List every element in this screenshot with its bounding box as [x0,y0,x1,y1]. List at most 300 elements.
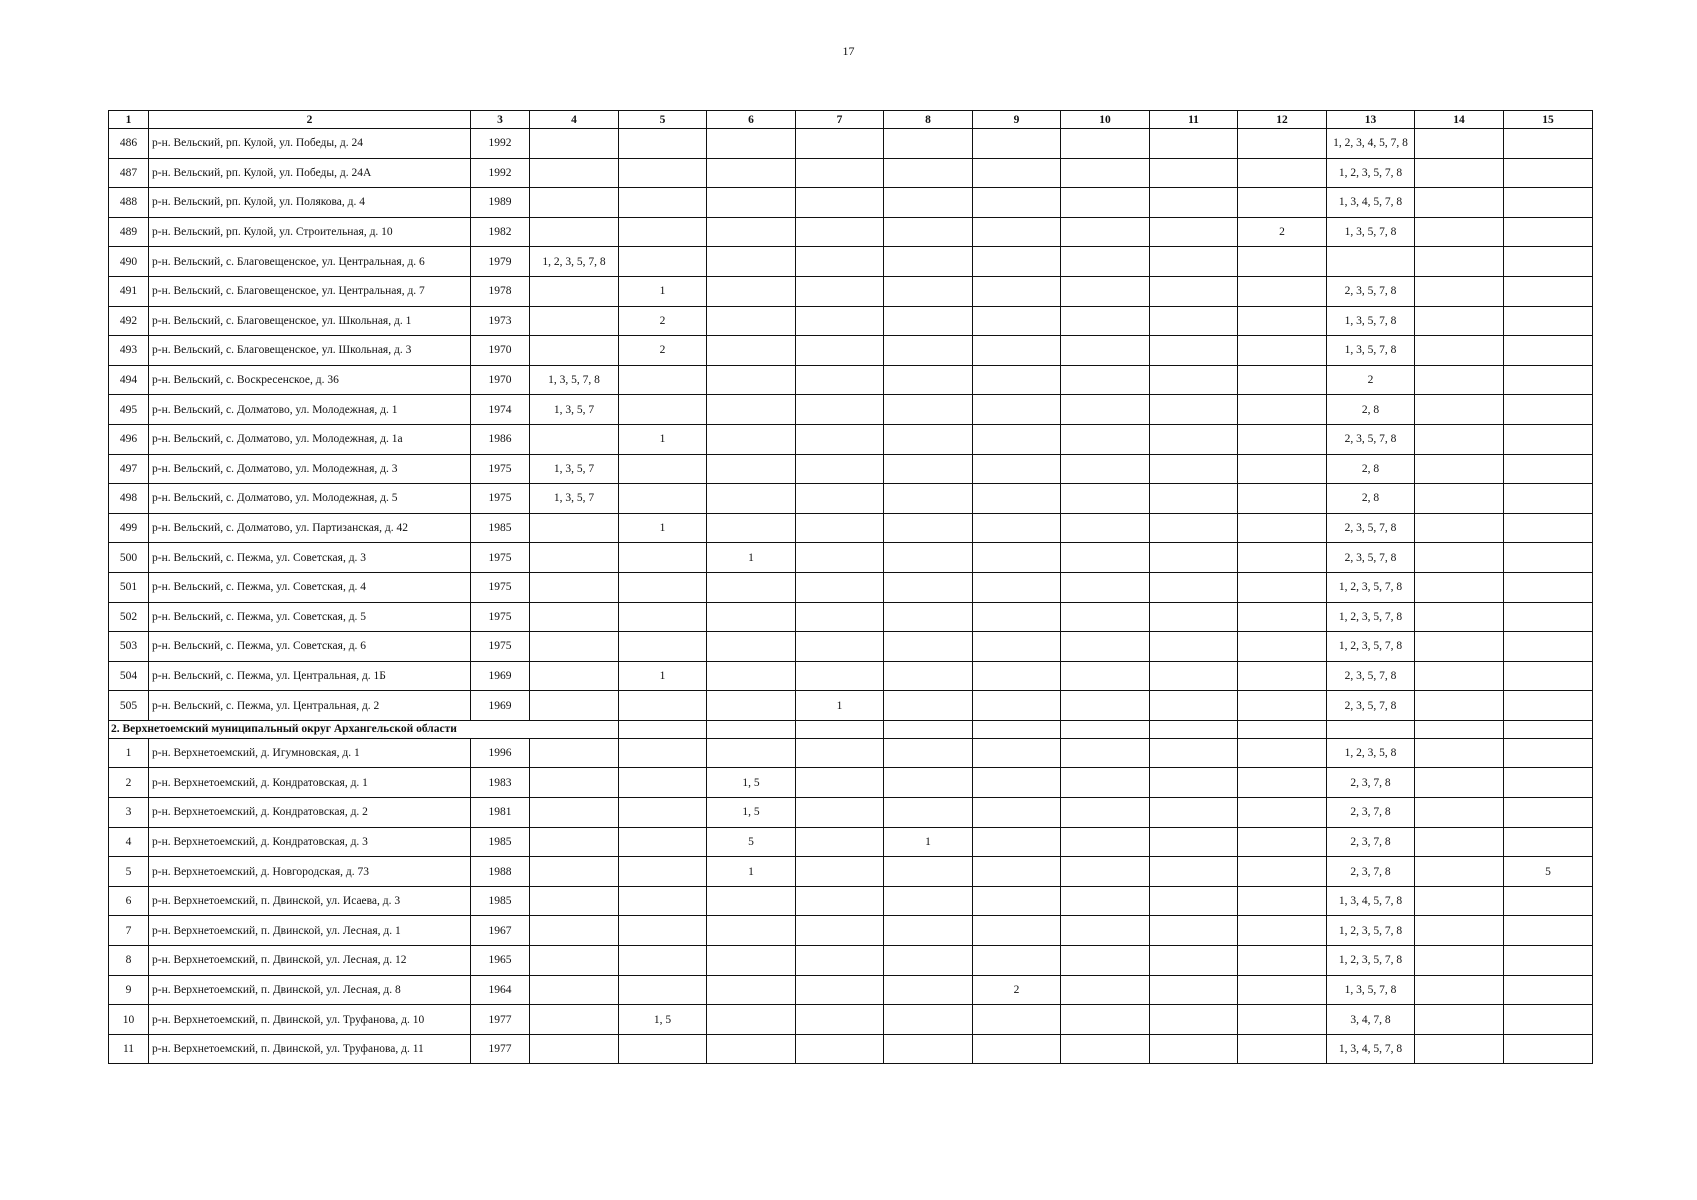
column-8-cell [884,336,973,366]
table-row [109,365,1593,395]
row-number-cell: 498 [109,484,149,514]
column-12-cell [1238,513,1327,543]
table-row [109,513,1593,543]
year-cell: 1996 [471,738,530,768]
column-12-cell [1238,247,1327,277]
column-11-cell [1150,336,1238,366]
table-row [109,395,1593,425]
column-8-cell [884,188,973,218]
column-12-cell [1238,276,1327,306]
column-13-cell: 1, 3, 5, 7, 8 [1327,975,1415,1005]
column-12-cell: 2 [1238,217,1327,247]
column-14-cell [1415,484,1504,514]
column-9-cell [973,424,1061,454]
column-13-cell: 2, 3, 7, 8 [1327,857,1415,887]
column-8-cell [884,975,973,1005]
column-10-cell [1061,188,1150,218]
column-12-cell [1238,543,1327,573]
column-15-cell [1504,1034,1593,1064]
row-number-cell: 492 [109,306,149,336]
year-cell: 1975 [471,543,530,573]
column-5-cell [619,484,707,514]
row-number-cell: 6 [109,886,149,916]
column-5-cell [619,247,707,277]
column-9-cell [973,336,1061,366]
column-9-cell [973,454,1061,484]
column-6-cell [707,886,796,916]
column-11-cell [1150,217,1238,247]
column-5-cell: 1, 5 [619,1005,707,1035]
column-4-cell [530,975,619,1005]
column-11-cell [1150,572,1238,602]
column-9-cell [973,857,1061,887]
column-9-cell [973,661,1061,691]
column-15-cell [1504,543,1593,573]
column-10-cell [1061,306,1150,336]
column-6-cell [707,513,796,543]
column-8-cell [884,365,973,395]
column-header-9: 9 [973,111,1061,129]
column-14-cell [1415,158,1504,188]
column-7-cell [796,827,884,857]
column-13-cell: 2, 3, 7, 8 [1327,798,1415,828]
year-cell: 1977 [471,1005,530,1035]
column-5-cell [619,975,707,1005]
column-9-cell [973,798,1061,828]
column-10-cell [1061,365,1150,395]
column-7-cell [796,276,884,306]
column-4-cell [530,129,619,159]
row-number-cell: 500 [109,543,149,573]
column-11-cell [1150,129,1238,159]
column-9-cell [973,365,1061,395]
column-13-cell: 2, 3, 5, 7, 8 [1327,424,1415,454]
column-4-cell: 1, 3, 5, 7, 8 [530,365,619,395]
column-7-cell: 1 [796,691,884,721]
column-8-cell [884,484,973,514]
column-6-cell [707,1034,796,1064]
row-number-cell: 5 [109,857,149,887]
column-15-cell [1504,661,1593,691]
column-10-cell [1061,661,1150,691]
year-cell: 1988 [471,857,530,887]
address-cell: р-н. Вельский, с. Благовещенское, ул. Школьная, д. 1 [149,306,471,336]
section-empty-cell [1504,720,1593,738]
column-8-cell [884,768,973,798]
column-header-4: 4 [530,111,619,129]
column-13-cell: 1, 3, 4, 5, 7, 8 [1327,188,1415,218]
column-4-cell: 1, 3, 5, 7 [530,395,619,425]
column-10-cell [1061,1034,1150,1064]
column-4-cell [530,424,619,454]
column-10-cell [1061,768,1150,798]
year-cell: 1985 [471,513,530,543]
column-6-cell [707,217,796,247]
address-cell: р-н. Вельский, с. Долматово, ул. Молодежная, д. 1 [149,395,471,425]
column-7-cell [796,1034,884,1064]
address-cell: р-н. Вельский, с. Пежма, ул. Центральная, д. 1Б [149,661,471,691]
column-9-cell [973,158,1061,188]
column-6-cell [707,454,796,484]
column-4-cell [530,661,619,691]
column-5-cell [619,129,707,159]
row-number-cell: 497 [109,454,149,484]
column-5-cell [619,691,707,721]
column-13-cell: 1, 2, 3, 5, 7, 8 [1327,946,1415,976]
column-4-cell [530,217,619,247]
column-13-cell: 1, 2, 3, 5, 7, 8 [1327,916,1415,946]
column-4-cell [530,602,619,632]
column-10-cell [1061,886,1150,916]
column-header-15: 15 [1504,111,1593,129]
row-number-cell: 496 [109,424,149,454]
section-empty-cell [619,720,707,738]
address-cell: р-н. Вельский, с. Пежма, ул. Советская, д. 5 [149,602,471,632]
address-cell: р-н. Вельский, с. Воскресенское, д. 36 [149,365,471,395]
column-6-cell [707,129,796,159]
table-row [109,217,1593,247]
column-13-cell: 1, 2, 3, 5, 7, 8 [1327,602,1415,632]
address-cell: р-н. Вельский, с. Пежма, ул. Советская, д. 3 [149,543,471,573]
column-12-cell [1238,798,1327,828]
column-10-cell [1061,916,1150,946]
column-6-cell [707,975,796,1005]
address-cell: р-н. Вельский, рп. Кулой, ул. Победы, д. 24 [149,129,471,159]
column-12-cell [1238,661,1327,691]
column-11-cell [1150,365,1238,395]
column-12-cell [1238,946,1327,976]
column-4-cell [530,336,619,366]
row-number-cell: 504 [109,661,149,691]
table-row [109,946,1593,976]
column-14-cell [1415,602,1504,632]
row-number-cell: 493 [109,336,149,366]
table-row [109,336,1593,366]
column-5-cell: 1 [619,424,707,454]
year-cell: 1989 [471,188,530,218]
address-cell: р-н. Верхнетоемский, п. Двинской, ул. Лесная, д. 12 [149,946,471,976]
column-header-12: 12 [1238,111,1327,129]
column-9-cell [973,306,1061,336]
column-10-cell [1061,129,1150,159]
column-12-cell [1238,365,1327,395]
column-14-cell [1415,661,1504,691]
row-number-cell: 488 [109,188,149,218]
column-7-cell [796,513,884,543]
column-9-cell [973,1005,1061,1035]
page-number: 17 [842,44,855,58]
column-10-cell [1061,454,1150,484]
section-empty-cell [1150,720,1238,738]
column-15-cell [1504,827,1593,857]
column-12-cell [1238,975,1327,1005]
row-number-cell: 10 [109,1005,149,1035]
column-15-cell [1504,484,1593,514]
column-6-cell [707,395,796,425]
column-10-cell [1061,424,1150,454]
year-cell: 1985 [471,886,530,916]
column-9-cell [973,886,1061,916]
year-cell: 1973 [471,306,530,336]
address-cell: р-н. Верхнетоемский, д. Кондратовская, д. 3 [149,827,471,857]
column-5-cell: 1 [619,513,707,543]
row-number-cell: 1 [109,738,149,768]
column-15-cell [1504,276,1593,306]
column-7-cell [796,306,884,336]
column-7-cell [796,946,884,976]
column-15-cell [1504,798,1593,828]
column-11-cell [1150,1005,1238,1035]
address-cell: р-н. Верхнетоемский, д. Игумновская, д. 1 [149,738,471,768]
column-9-cell [973,946,1061,976]
column-4-cell [530,916,619,946]
column-11-cell [1150,975,1238,1005]
column-8-cell [884,1034,973,1064]
column-13-cell [1327,247,1415,277]
row-number-cell: 9 [109,975,149,1005]
column-8-cell [884,946,973,976]
column-15-cell [1504,306,1593,336]
column-10-cell [1061,543,1150,573]
column-11-cell [1150,1034,1238,1064]
column-11-cell [1150,158,1238,188]
column-15-cell [1504,691,1593,721]
column-4-cell [530,827,619,857]
address-cell: р-н. Вельский, рп. Кулой, ул. Полякова, д. 4 [149,188,471,218]
column-6-cell [707,365,796,395]
column-9-cell [973,513,1061,543]
row-number-cell: 499 [109,513,149,543]
column-7-cell [796,247,884,277]
column-4-cell [530,543,619,573]
column-6-cell: 1, 5 [707,798,796,828]
column-5-cell: 2 [619,306,707,336]
row-number-cell: 490 [109,247,149,277]
column-11-cell [1150,424,1238,454]
column-13-cell: 1, 3, 5, 7, 8 [1327,306,1415,336]
column-7-cell [796,424,884,454]
table-row [109,543,1593,573]
column-6-cell [707,188,796,218]
column-14-cell [1415,975,1504,1005]
table-row [109,276,1593,306]
column-4-cell [530,306,619,336]
column-15-cell [1504,217,1593,247]
column-header-3: 3 [471,111,530,129]
section-empty-cell [884,720,973,738]
column-8-cell [884,632,973,662]
column-5-cell [619,886,707,916]
column-8-cell [884,158,973,188]
column-4-cell [530,738,619,768]
section-empty-cell [1061,720,1150,738]
column-15-cell [1504,129,1593,159]
column-13-cell: 1, 2, 3, 5, 7, 8 [1327,632,1415,662]
column-15-cell [1504,602,1593,632]
column-11-cell [1150,513,1238,543]
table-row [109,158,1593,188]
column-5-cell [619,946,707,976]
row-number-cell: 491 [109,276,149,306]
column-9-cell [973,217,1061,247]
address-cell: р-н. Вельский, с. Благовещенское, ул. Центральная, д. 7 [149,276,471,306]
column-6-cell: 5 [707,827,796,857]
column-15-cell [1504,188,1593,218]
address-cell: р-н. Вельский, с. Долматово, ул. Молодежная, д. 3 [149,454,471,484]
column-7-cell [796,484,884,514]
column-5-cell [619,857,707,887]
column-9-cell [973,395,1061,425]
column-15-cell [1504,513,1593,543]
column-4-cell [530,857,619,887]
column-6-cell [707,916,796,946]
column-6-cell: 1 [707,543,796,573]
column-6-cell [707,946,796,976]
column-4-cell [530,572,619,602]
column-14-cell [1415,738,1504,768]
section-empty-cell [796,720,884,738]
column-5-cell [619,632,707,662]
table-row [109,129,1593,159]
column-13-cell: 2, 8 [1327,454,1415,484]
column-6-cell [707,158,796,188]
table-row [109,916,1593,946]
row-number-cell: 4 [109,827,149,857]
column-13-cell: 2, 3, 5, 7, 8 [1327,691,1415,721]
column-7-cell [796,336,884,366]
row-number-cell: 2 [109,768,149,798]
column-8-cell [884,857,973,887]
column-15-cell [1504,395,1593,425]
column-13-cell: 2, 3, 5, 7, 8 [1327,661,1415,691]
column-15-cell: 5 [1504,857,1593,887]
column-7-cell [796,217,884,247]
column-10-cell [1061,738,1150,768]
column-10-cell [1061,827,1150,857]
column-5-cell [619,158,707,188]
column-header-10: 10 [1061,111,1150,129]
column-10-cell [1061,1005,1150,1035]
column-4-cell [530,276,619,306]
column-12-cell [1238,827,1327,857]
column-14-cell [1415,691,1504,721]
column-11-cell [1150,798,1238,828]
column-12-cell [1238,738,1327,768]
row-number-cell: 11 [109,1034,149,1064]
year-cell: 1978 [471,276,530,306]
column-13-cell: 2, 3, 5, 7, 8 [1327,543,1415,573]
column-header-7: 7 [796,111,884,129]
column-6-cell [707,306,796,336]
column-13-cell: 3, 4, 7, 8 [1327,1005,1415,1035]
column-9-cell [973,572,1061,602]
column-7-cell [796,365,884,395]
column-5-cell [619,602,707,632]
column-11-cell [1150,188,1238,218]
address-cell: р-н. Верхнетоемский, д. Кондратовская, д. 1 [149,768,471,798]
section-empty-cell [1238,720,1327,738]
year-cell: 1986 [471,424,530,454]
row-number-cell: 503 [109,632,149,662]
column-11-cell [1150,661,1238,691]
column-5-cell: 1 [619,276,707,306]
column-7-cell [796,572,884,602]
column-12-cell [1238,632,1327,662]
column-15-cell [1504,946,1593,976]
column-9-cell: 2 [973,975,1061,1005]
column-4-cell [530,946,619,976]
address-cell: р-н. Верхнетоемский, п. Двинской, ул. Труфанова, д. 10 [149,1005,471,1035]
column-13-cell: 1, 3, 4, 5, 7, 8 [1327,886,1415,916]
column-7-cell [796,916,884,946]
address-cell: р-н. Верхнетоемский, п. Двинской, ул. Труфанова, д. 11 [149,1034,471,1064]
column-6-cell [707,572,796,602]
table-row [109,188,1593,218]
column-8-cell [884,217,973,247]
column-5-cell: 2 [619,336,707,366]
column-14-cell [1415,572,1504,602]
column-14-cell [1415,188,1504,218]
column-13-cell: 1, 3, 5, 7, 8 [1327,217,1415,247]
table-row [109,454,1593,484]
row-number-cell: 487 [109,158,149,188]
column-10-cell [1061,946,1150,976]
column-11-cell [1150,454,1238,484]
year-cell: 1975 [471,602,530,632]
column-8-cell [884,691,973,721]
column-4-cell [530,513,619,543]
row-number-cell: 505 [109,691,149,721]
column-11-cell [1150,306,1238,336]
address-cell: р-н. Верхнетоемский, д. Кондратовская, д. 2 [149,798,471,828]
column-15-cell [1504,424,1593,454]
table-row [109,484,1593,514]
column-9-cell [973,188,1061,218]
table-row [109,572,1593,602]
column-14-cell [1415,543,1504,573]
column-7-cell [796,395,884,425]
column-8-cell [884,129,973,159]
column-12-cell [1238,916,1327,946]
column-7-cell [796,768,884,798]
column-10-cell [1061,572,1150,602]
column-4-cell [530,886,619,916]
year-cell: 1969 [471,691,530,721]
column-12-cell [1238,395,1327,425]
column-6-cell: 1, 5 [707,768,796,798]
column-5-cell [619,365,707,395]
column-8-cell [884,661,973,691]
table-row [109,306,1593,336]
column-11-cell [1150,602,1238,632]
column-12-cell [1238,768,1327,798]
column-13-cell: 2, 3, 7, 8 [1327,768,1415,798]
column-8-cell [884,424,973,454]
year-cell: 1975 [471,484,530,514]
column-10-cell [1061,798,1150,828]
column-15-cell [1504,365,1593,395]
column-13-cell: 1, 2, 3, 4, 5, 7, 8 [1327,129,1415,159]
column-8-cell [884,513,973,543]
table-row [109,602,1593,632]
year-cell: 1985 [471,827,530,857]
column-12-cell [1238,454,1327,484]
column-12-cell [1238,129,1327,159]
column-15-cell [1504,454,1593,484]
row-number-cell: 501 [109,572,149,602]
column-14-cell [1415,365,1504,395]
column-14-cell [1415,336,1504,366]
